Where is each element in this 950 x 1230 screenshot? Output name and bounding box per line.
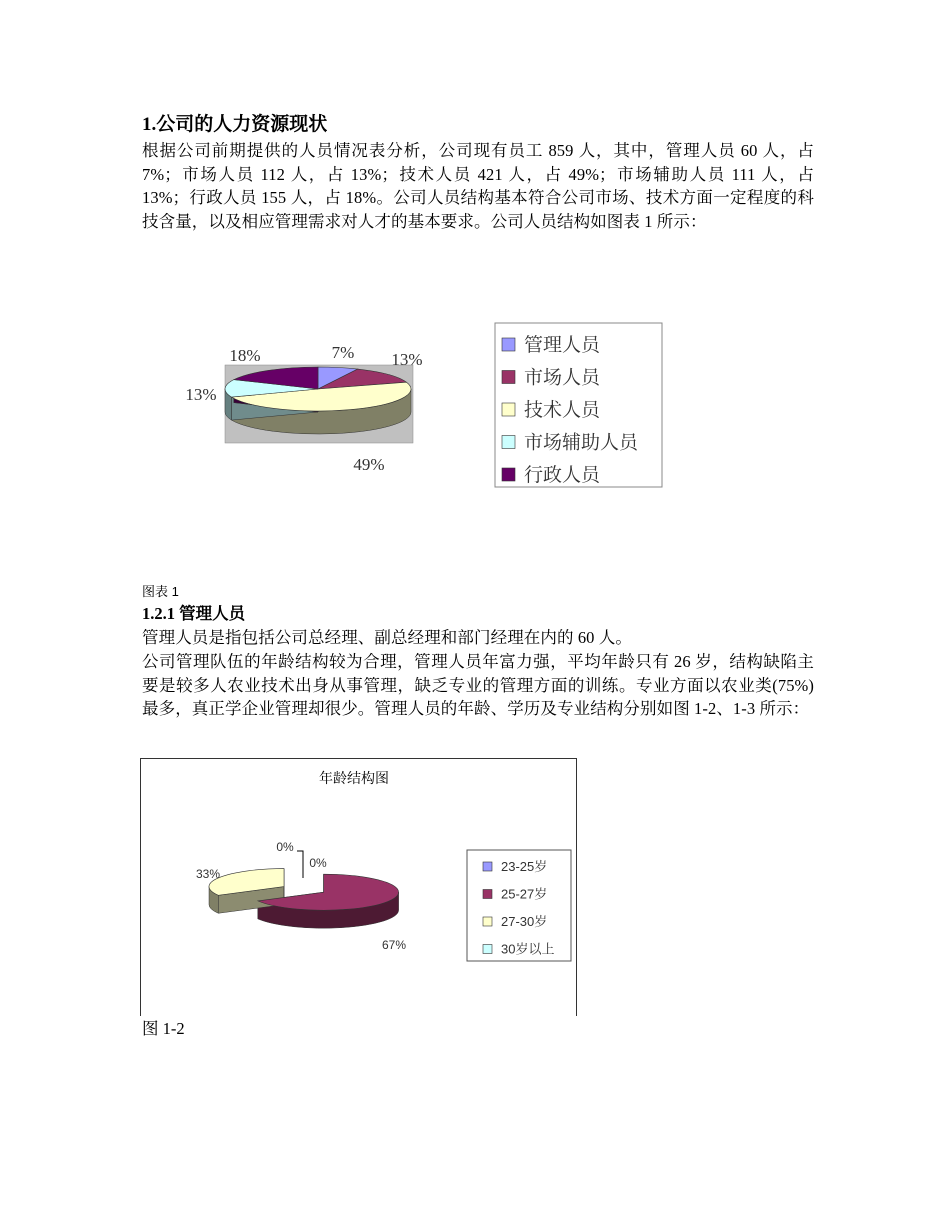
legend-label: 30岁以上 <box>501 941 555 957</box>
data-label: 13% <box>391 350 423 369</box>
legend-swatch <box>483 862 492 871</box>
legend-swatch <box>502 338 515 351</box>
section-heading: 1.公司的人力资源现状 <box>142 114 328 135</box>
legend-label: 市场辅助人员 <box>524 432 639 454</box>
legend-swatch <box>483 945 492 954</box>
figure-caption-1: 图表 1 <box>142 584 179 599</box>
legend-swatch <box>502 468 515 481</box>
legend-label: 25-27岁 <box>501 886 548 902</box>
legend-swatch <box>483 890 492 899</box>
data-label: 13% <box>185 385 217 404</box>
staff-structure-pie-chart <box>150 300 680 500</box>
legend-label: 市场人员 <box>524 367 601 389</box>
legend-swatch <box>502 436 515 449</box>
pie-top <box>225 367 411 411</box>
data-label: 67% <box>381 938 407 952</box>
legend-label: 管理人员 <box>524 335 601 356</box>
legend-swatch <box>502 403 515 416</box>
data-label: 33% <box>195 867 221 881</box>
age-structure-paragraph: 公司管理队伍的年龄结构较为合理，管理人员年富力强，平均年龄只有 26 岁，结构缺陷主要是较多人农业技术出身从事管理，缺乏专业的管理方面的训练。专业方面以农业类(75%)最多，真正学企业管理却很少。管理人员的年龄、学历及专业结构分别如图 1-2、1-3 所示： <box>142 652 814 718</box>
legend-label: 27-30岁 <box>501 914 548 929</box>
age-structure-pie-chart <box>140 758 580 1016</box>
legend-label: 23-25岁 <box>501 859 548 874</box>
management-paragraph: 管理人员是指包括公司总经理、副总经理和部门经理在内的 60 人。 <box>142 628 632 647</box>
legend-swatch <box>483 917 492 926</box>
data-label: 7% <box>331 343 355 362</box>
leader-line <box>297 851 303 878</box>
legend-swatch <box>502 371 515 384</box>
subsection-heading: 1.2.1 管理人员 <box>142 604 246 623</box>
data-label: 49% <box>353 455 385 474</box>
data-label: 18% <box>229 346 261 365</box>
legend-label: 技术人员 <box>524 400 601 421</box>
intro-paragraph: 根据公司前期提供的人员情况表分析，公司现有员工 859 人，其中，管理人员 60 人，占 7%；市场人员 112 人，占 13%；技术人员 421 人，占 49%；市场辅助人员 111 人，占 13%；行政人员 155 人，占 18%。公司人员结构基本符合公司市场、技术方面一定程度的科技含量，以及相应管理需求对人才的基本要求。公司人员结构如图表 1 所示： <box>142 141 814 231</box>
data-label: 0% <box>276 840 294 854</box>
chart-title: 年龄结构图 <box>319 770 389 786</box>
figure-caption-2: 图 1-2 <box>142 1019 185 1038</box>
legend-label: 行政人员 <box>524 465 601 486</box>
data-label: 0% <box>309 856 327 870</box>
